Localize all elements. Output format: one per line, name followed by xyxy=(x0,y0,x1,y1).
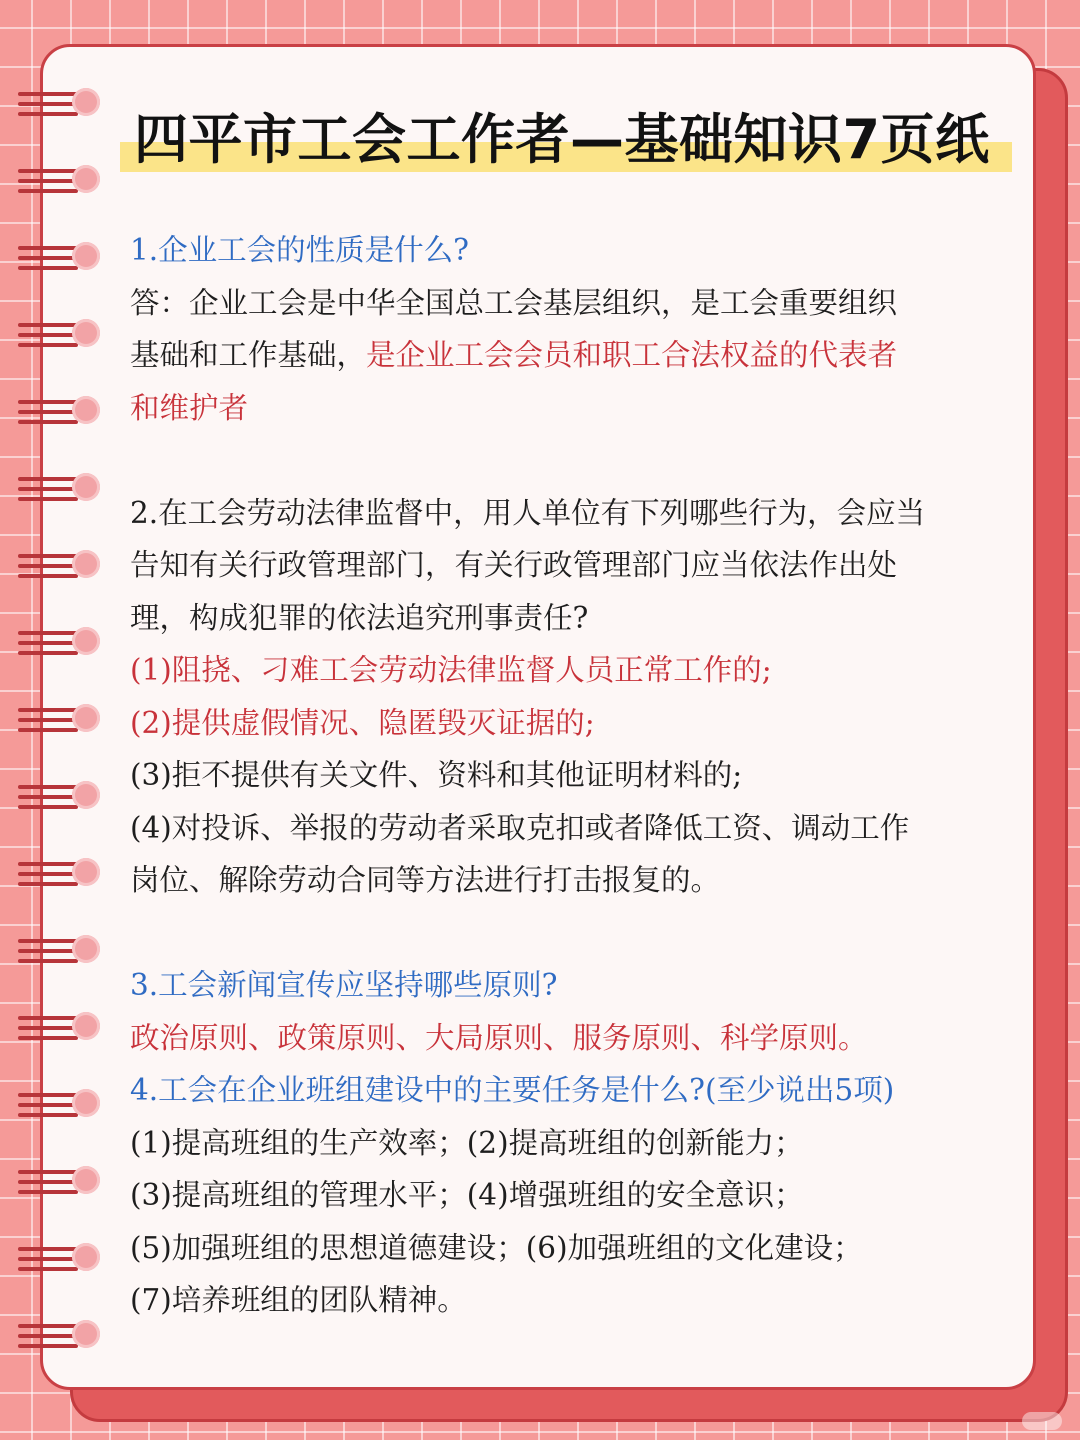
watermark-logo xyxy=(1022,1412,1062,1430)
ring-icon xyxy=(18,392,98,432)
ring-icon xyxy=(18,931,98,971)
ring-icon xyxy=(18,1239,98,1279)
q1-question: 1.企业工会的性质是什么? xyxy=(130,233,469,267)
q4-answer-line: (3)提高班组的管理水平；(4)增强班组的安全意识； xyxy=(130,1178,804,1212)
q4-answer-line: (1)提高班组的生产效率；(2)提高班组的创新能力； xyxy=(130,1125,804,1160)
title-block xyxy=(120,100,1012,180)
q3-answer: 政治原则、政策原则、大局原则、服务原则、科学原则。 xyxy=(130,1020,868,1055)
q2-question-line: 告知有关行政管理部门，有关行政管理部门应当依法作出处 xyxy=(130,548,898,582)
q1-answer-line xyxy=(130,329,1010,382)
spiral-binding xyxy=(0,0,110,1440)
ring-icon xyxy=(18,469,98,509)
q1-answer-line: 答：企业工会是中华全国总工会基层组织，是工会重要组织 xyxy=(130,285,898,320)
q2-item: (1)阻挠、刁难工会劳动法律监督人员正常工作的; xyxy=(130,653,772,687)
ring-icon xyxy=(18,1008,98,1048)
ring-icon xyxy=(18,1316,98,1356)
spacer xyxy=(130,434,1010,487)
ring-icon xyxy=(18,854,98,894)
q2-item: (3)拒不提供有关文件、资料和其他证明材料的; xyxy=(130,758,743,792)
ring-icon xyxy=(18,777,98,817)
q4-answer-line: (5)加强班组的思想道德建设；(6)加强班组的文化建设； xyxy=(130,1230,863,1265)
q2-question-line: 理，构成犯罪的依法追究刑事责任? xyxy=(130,600,589,635)
q1-answer-highlight: 是企业工会会员和职工合法权益的代表者 xyxy=(366,338,898,372)
q2-item: (2)提供虚假情况、隐匿毁灭证据的; xyxy=(130,705,595,740)
spacer xyxy=(130,907,1010,960)
ring-icon xyxy=(18,700,98,740)
q2-item: 岗位、解除劳动合同等方法进行打击报复的。 xyxy=(130,863,721,897)
q4-question: 4.工会在企业班组建设中的主要任务是什么?(至少说出5项) xyxy=(130,1073,895,1107)
q2-question-line: 2.在工会劳动法律监督中，用人单位有下列哪些行为，会应当 xyxy=(130,495,926,530)
ring-icon xyxy=(18,1085,98,1125)
q1-answer-plain: 基础和工作基础， xyxy=(130,338,367,372)
ring-icon xyxy=(18,315,98,355)
ring-icon xyxy=(18,238,98,278)
ring-icon xyxy=(18,1162,98,1202)
ring-icon xyxy=(18,84,98,124)
page-title: 四平市工会工作者—基础知识7页纸 xyxy=(134,108,990,171)
ring-icon xyxy=(18,161,98,201)
content-body xyxy=(130,224,1010,1327)
q3-question: 3.工会新闻宣传应坚持哪些原则? xyxy=(130,968,558,1002)
q1-answer-highlight: 和维护者 xyxy=(130,390,249,425)
ring-icon xyxy=(18,623,98,663)
q2-item: (4)对投诉、举报的劳动者采取克扣或者降低工资、调动工作 xyxy=(130,810,910,845)
ring-icon xyxy=(18,546,98,586)
q4-answer-line: (7)培养班组的团队精神。 xyxy=(130,1283,467,1317)
